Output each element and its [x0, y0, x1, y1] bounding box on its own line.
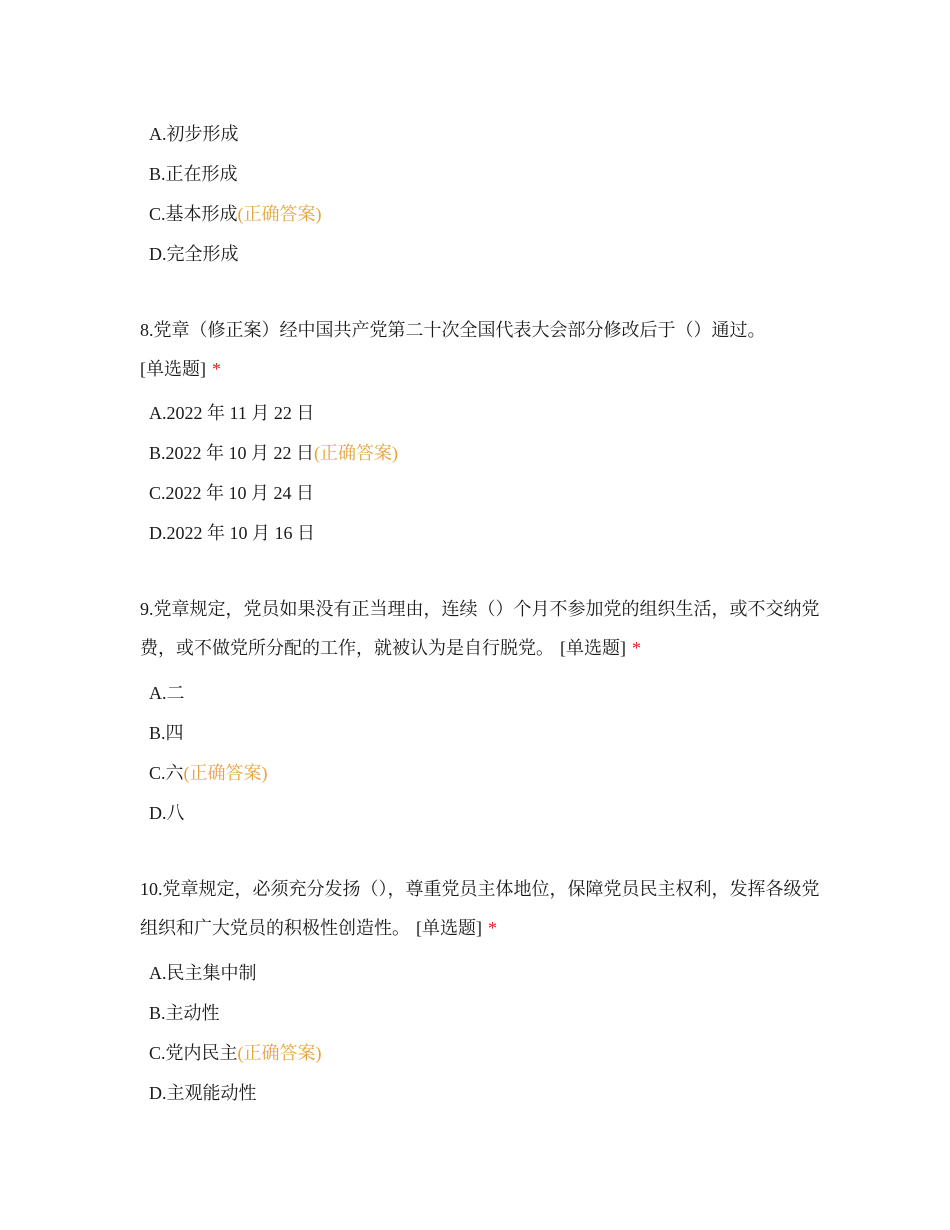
q9-option-d[interactable]: [149, 801, 185, 825]
q9-option-a[interactable]: [149, 681, 185, 705]
question-text: 10.党章规定，必须充分发扬（），尊重党员主体地位，保障党员民主权利，发挥各级党组织和广大党员的积极性创造性。: [140, 879, 820, 938]
option-label: D.完全形成: [149, 244, 239, 264]
question-type: [单选题]: [416, 918, 482, 938]
required-marker: *: [632, 638, 641, 658]
option-label: C.党内民主: [149, 1043, 238, 1063]
option-label: C.六: [149, 763, 184, 783]
option-label: A.2022 年 11 月 22 日: [149, 403, 315, 423]
q7-option-a[interactable]: [149, 122, 239, 146]
option-label: C.基本形成: [149, 204, 238, 224]
option-label: B.2022 年 10 月 22 日: [149, 443, 315, 463]
q8-option-d[interactable]: [149, 521, 315, 545]
option-label: B.正在形成: [149, 164, 238, 184]
q8-stem: [140, 311, 820, 389]
option-label: B.主动性: [149, 1003, 220, 1023]
q9-option-c[interactable]: [149, 761, 268, 785]
q10-option-b[interactable]: [149, 1001, 220, 1025]
option-label: A.二: [149, 683, 185, 703]
option-label: A.初步形成: [149, 124, 239, 144]
correct-answer-tag: (正确答案): [314, 443, 399, 463]
question-type: [单选题]: [140, 359, 206, 379]
q9-option-b[interactable]: [149, 721, 184, 745]
option-label: A.民主集中制: [149, 963, 257, 983]
q10-option-c[interactable]: [149, 1041, 322, 1065]
q7-option-b[interactable]: [149, 162, 238, 186]
q8-option-b[interactable]: [149, 441, 398, 465]
option-label: D.主观能动性: [149, 1083, 257, 1103]
option-label: C.2022 年 10 月 24 日: [149, 483, 315, 503]
q8-option-a[interactable]: [149, 401, 314, 425]
question-type: [单选题]: [560, 638, 626, 658]
question-text: 9.党章规定，党员如果没有正当理由，连续（）个月不参加党的组织生活，或不交纳党费，或不做党所分配的工作，就被认为是自行脱党。: [140, 599, 820, 658]
q7-option-d[interactable]: [149, 242, 239, 266]
q7-option-c[interactable]: [149, 202, 322, 226]
required-marker: *: [488, 918, 497, 938]
required-marker: *: [212, 359, 221, 379]
option-label: D.2022 年 10 月 16 日: [149, 523, 315, 543]
q9-stem: [140, 590, 820, 668]
q8-option-c[interactable]: [149, 481, 314, 505]
option-label: D.八: [149, 803, 185, 823]
correct-answer-tag: (正确答案): [237, 1043, 322, 1063]
q10-option-a[interactable]: [149, 961, 257, 985]
question-text: 8.党章（修正案）经中国共产党第二十次全国代表大会部分修改后于（）通过。: [140, 320, 766, 340]
q10-stem: [140, 870, 820, 948]
correct-answer-tag: (正确答案): [237, 204, 322, 224]
correct-answer-tag: (正确答案): [183, 763, 268, 783]
option-label: B.四: [149, 723, 184, 743]
q10-option-d[interactable]: [149, 1081, 257, 1105]
